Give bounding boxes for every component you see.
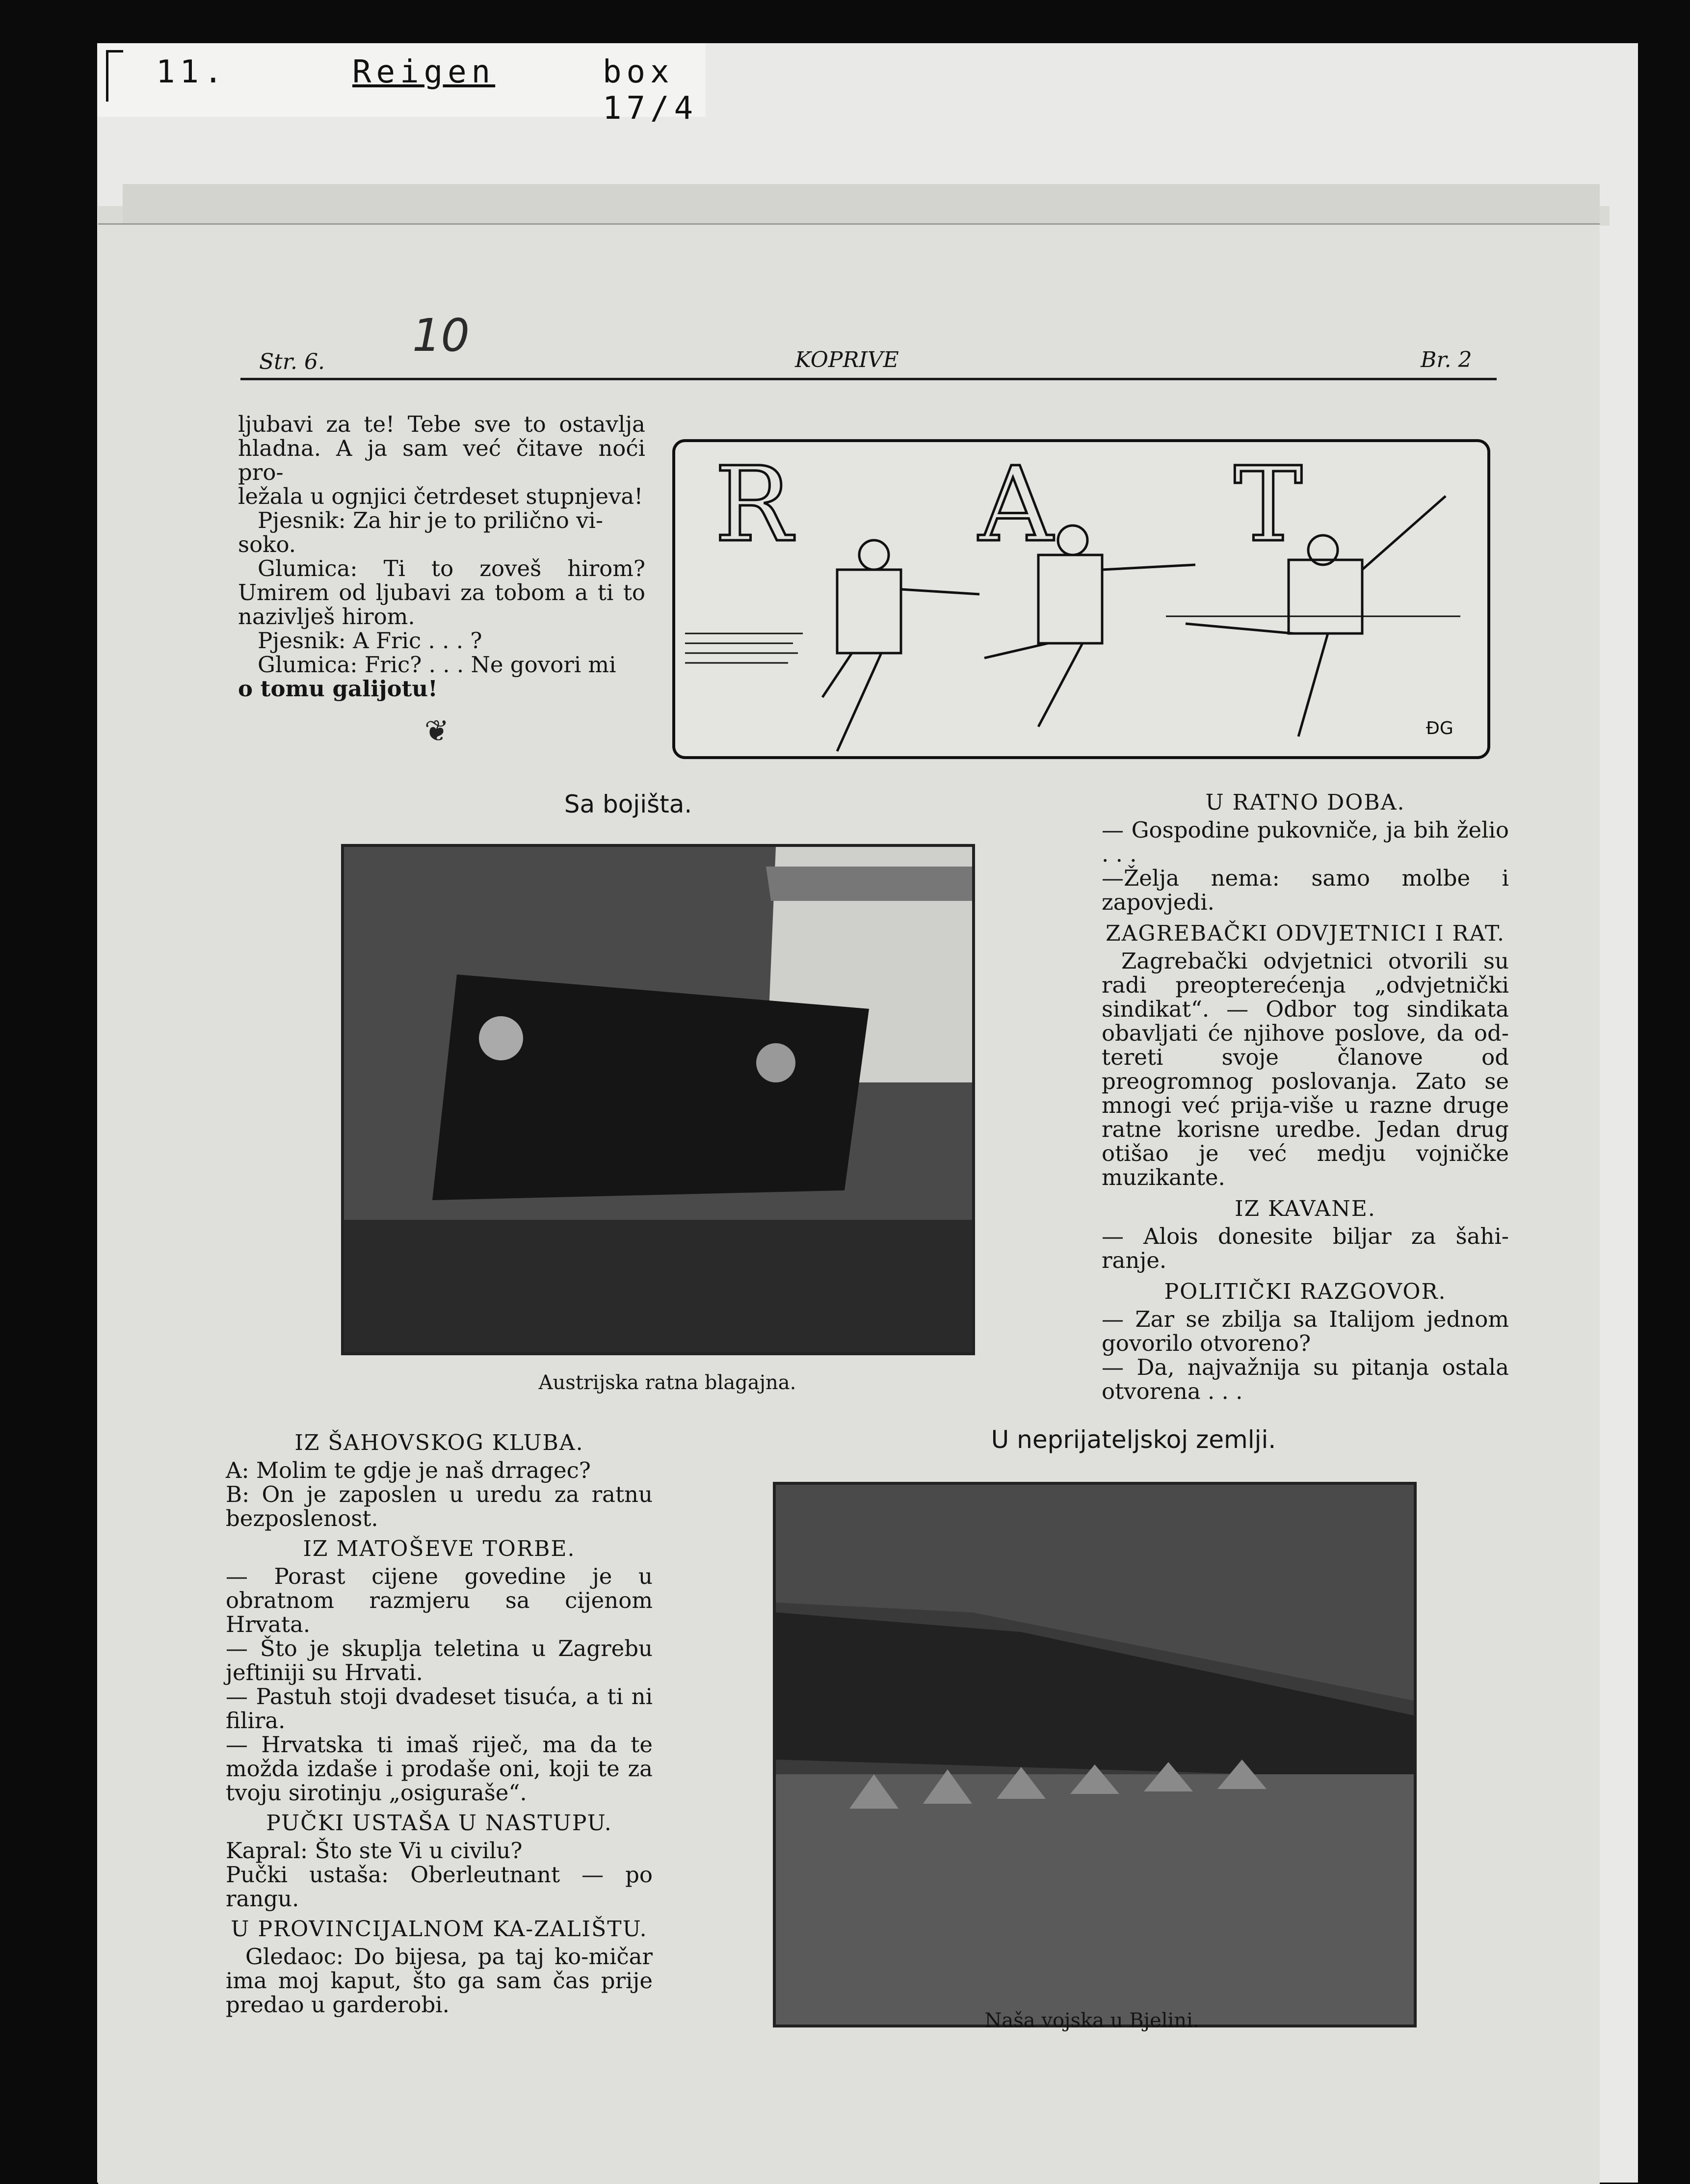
article-text: Zagrebački odvjetnici otvorili su radi preopterećenja „odvjetnički sindikat“. — Odbor tog sindikata obavljati će njihove poslove, da od-tereti svoje članove od preogromnog poslovanja. Zato se mnogi već prija-više u razne druge ratne korisne uredbe. Jedan drug otišao je već medju vojničke muzikante. bbox=[1102, 948, 1509, 1190]
intro-line: Pjesnik: A Fric . . . ? bbox=[258, 628, 482, 654]
article-title: PUČKI USTAŠA U NASTUPU. bbox=[266, 1811, 612, 1836]
article-text: — Zar se zbilja sa Italijom jednom govorilo otvoreno? — Da, najvažnija su pitanja ostala otvorena . . . bbox=[1102, 1306, 1509, 1404]
left-column bbox=[226, 1430, 653, 2017]
article-title: U PROVINCIJALNOM KA-ZALIŠTU. bbox=[231, 1917, 648, 1942]
section-front-title: Sa bojišta. bbox=[564, 790, 692, 818]
article-text: A: Molim te gdje je naš drragec? B: On je zaposlen u uredu za ratnu bezposlenost. bbox=[226, 1457, 653, 1531]
photo-scene bbox=[344, 847, 972, 1352]
intro-line: Glumica: Ti to zoveš hirom? Umirem od ljubavi za tobom a ti to nazivlješ hirom. bbox=[238, 555, 645, 630]
article-title: U RATNO DOBA. bbox=[1205, 790, 1405, 815]
label-name: Reigen bbox=[352, 54, 496, 90]
corner-mark bbox=[106, 50, 123, 102]
paper-fold-edge bbox=[123, 184, 1600, 223]
intro-line: Pjesnik: Za hir je to prilično vi- bbox=[258, 507, 604, 533]
page-number: Str. 6. bbox=[259, 349, 325, 374]
intro-line: Glumica: Fric? . . . Ne govori mi bbox=[258, 652, 616, 678]
article-text: Gledaoc: Do bijesa, pa taj ko-mičar ima moj kaput, što ga sam čas prije predao u garderobi. bbox=[226, 1944, 653, 2018]
intro-text bbox=[238, 412, 645, 701]
rat-drawing bbox=[675, 442, 1487, 756]
article-title: POLITIČKI RAZGOVOR. bbox=[1164, 1279, 1447, 1304]
intro-line: soko. bbox=[238, 531, 296, 557]
masthead: KOPRIVE bbox=[795, 347, 899, 372]
article-title: IZ ŠAHOVSKOG KLUBA. bbox=[294, 1430, 584, 1455]
article-title: ZAGREBAČKI ODVJETNICI I RAT. bbox=[1106, 921, 1505, 946]
label-number: 11. bbox=[156, 54, 228, 90]
article-text: — Porast cijene govedine je u obratnom razmjeru sa cijenom Hrvata. — Što je skuplja teletina u Zagrebu jeftiniji su Hrvati. — Pastuh stoji dvadeset tisuća, a ti ni filira. — Hrvatska ti imaš riječ, ma da te možda izdaše i prodaše oni, koji te za tvoju sirotinju „osiguraše“. bbox=[226, 1563, 653, 1806]
label-box: box 17/4 bbox=[603, 54, 698, 127]
article-text: — Alois donesite biljar za šahi-ranje. bbox=[1102, 1223, 1509, 1273]
article-text: Kapral: Što ste Vi u civilu? Pučki ustaša: Oberleutnant — po rangu. bbox=[226, 1838, 653, 1912]
rat-title: RAT bbox=[714, 445, 1487, 565]
war-chest-photo bbox=[341, 844, 975, 1355]
intro-line: o tomu galijotu! bbox=[238, 676, 438, 702]
rat-illustration bbox=[672, 439, 1490, 759]
ornament: ❦ bbox=[424, 714, 449, 748]
article-title: IZ MATOŠEVE TORBE. bbox=[303, 1536, 576, 1561]
intro-line: ležala u ognjici četrdeset stupnjeva! bbox=[238, 483, 643, 509]
photo-scene bbox=[776, 1485, 1414, 2025]
pencil-note: 10 bbox=[412, 309, 470, 362]
army-camp-photo bbox=[773, 1482, 1417, 2027]
right-column bbox=[1102, 790, 1509, 1403]
issue-number: Br. 2 bbox=[1421, 347, 1472, 372]
front-photo-caption: Austrijska ratna blagajna. bbox=[538, 1371, 796, 1394]
enemy-photo-caption: Naša vojska u Bjelini. bbox=[984, 2009, 1199, 2032]
header-rule bbox=[240, 378, 1497, 380]
article-title: IZ KAVANE. bbox=[1235, 1196, 1376, 1221]
soldier-figure bbox=[822, 540, 979, 751]
intro-line: ljubavi za te! Tebe sve to ostavlja hladna. A ja sam već čitave noći pro- bbox=[238, 411, 645, 485]
artist-signature: ĐG bbox=[1426, 718, 1453, 738]
archive-label bbox=[97, 43, 706, 127]
section-enemy-title: U neprijateljskoj zemlji. bbox=[991, 1425, 1276, 1454]
article-text: — Gospodine pukovniče, ja bih želio . . . —Želja nema: samo molbe i zapovjedi. bbox=[1102, 817, 1509, 915]
